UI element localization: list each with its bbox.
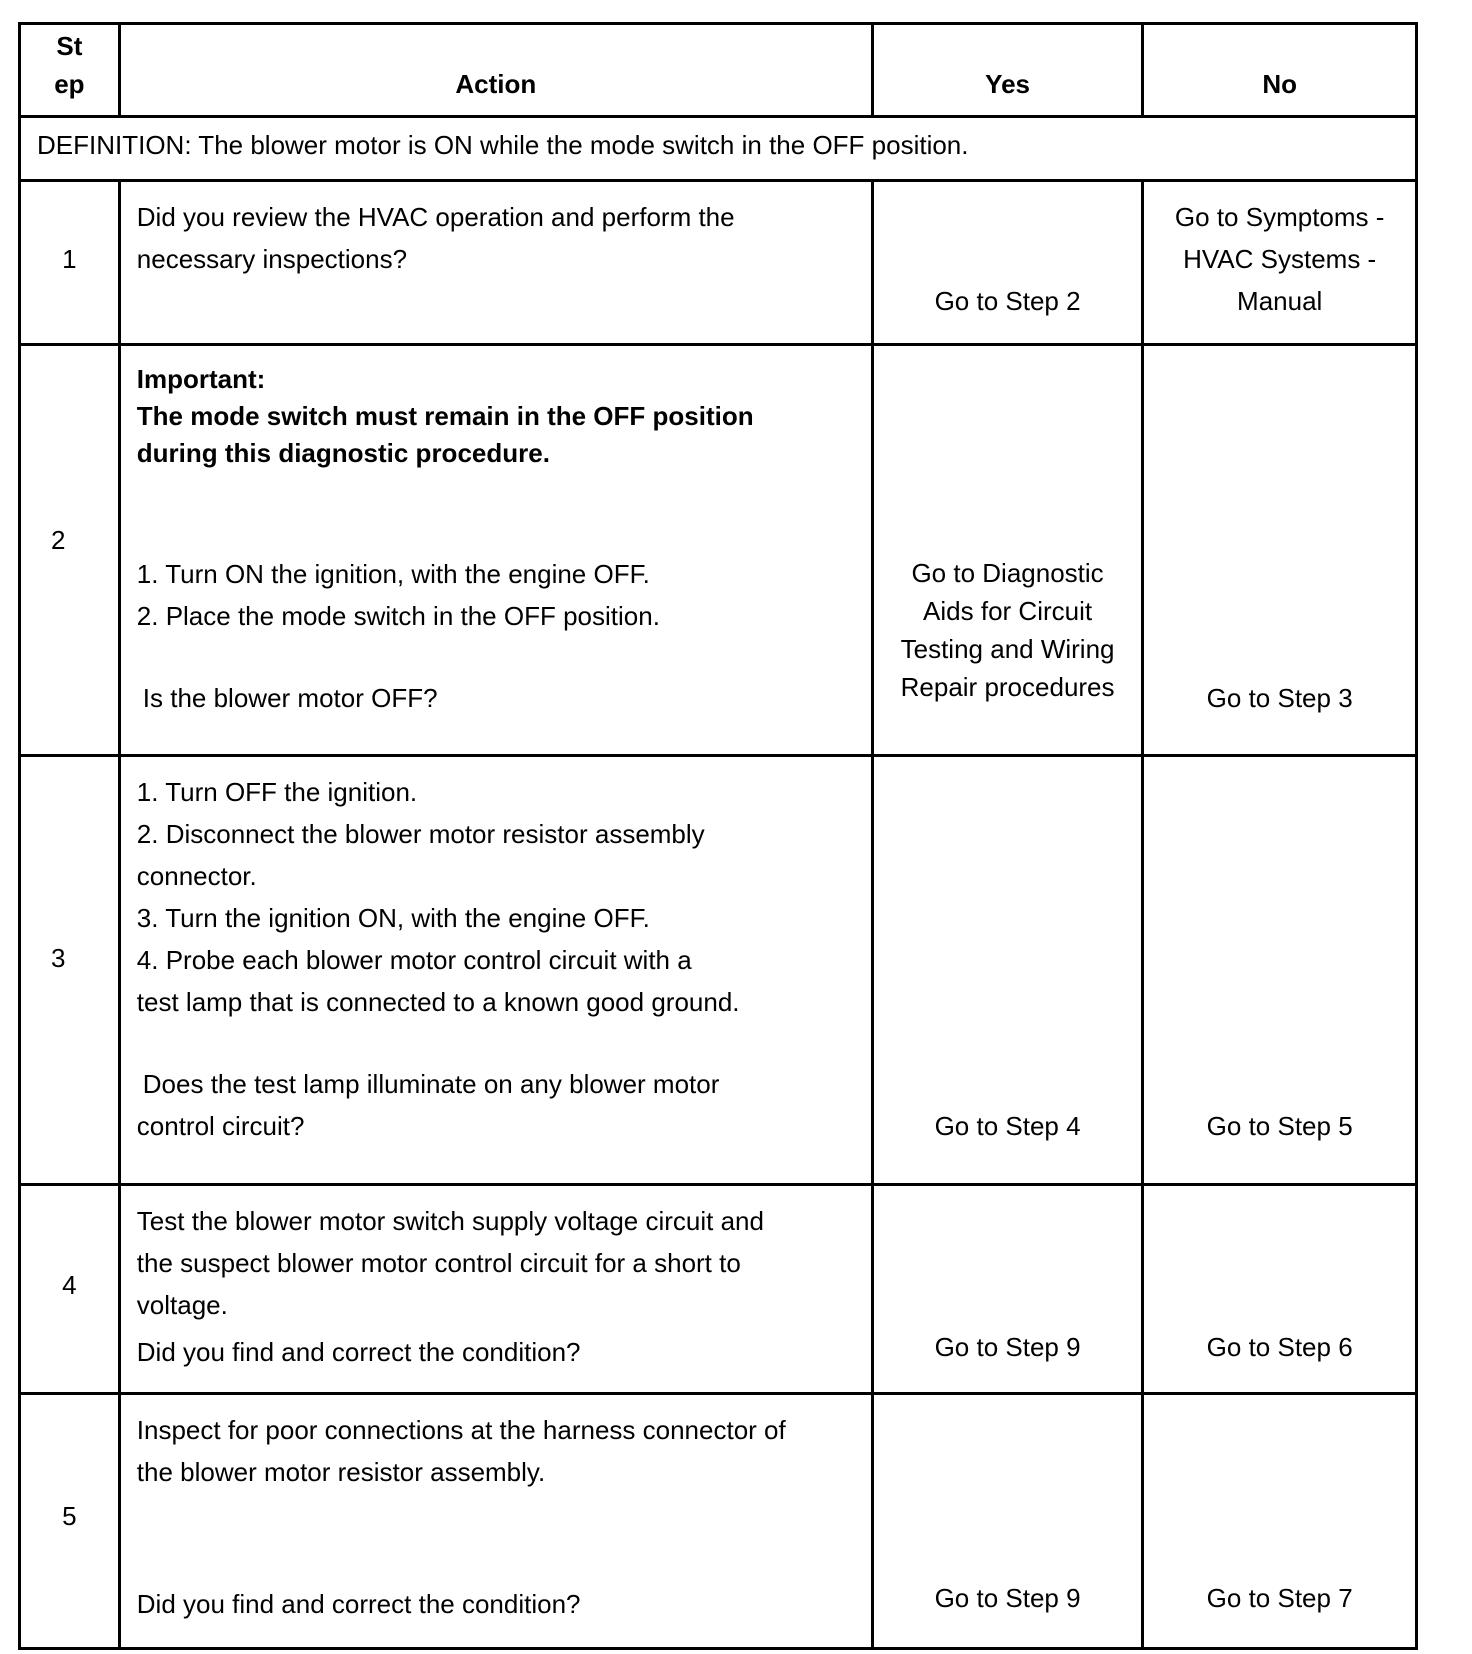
header-step xyxy=(20,24,120,117)
important-label: Important: xyxy=(136,364,266,395)
table-row xyxy=(20,345,1417,755)
action-cell: Test the blower motor switch supply voltage circuit and the suspect blower motor control circuit for a short to voltage. Did you find and correct the condition? xyxy=(119,1185,872,1394)
yes-link: Go to Step 2 xyxy=(934,285,1081,316)
header-yes: Yes xyxy=(872,24,1143,117)
no-cell: Go to Step 6 xyxy=(1143,1185,1417,1394)
no-cell: Go to Symptoms - HVAC Systems - Manual xyxy=(1143,180,1417,344)
yes-cell: Go to Step 4 xyxy=(872,755,1143,1185)
action-cell: Did you review the HVAC operation and perform the necessary inspections? xyxy=(119,180,872,344)
header-step-line2: ep xyxy=(54,69,85,99)
table-row xyxy=(20,180,1417,344)
table-row xyxy=(20,755,1417,1185)
yes-cell: Go to Step 9 xyxy=(872,1185,1143,1394)
step-cell: 5 xyxy=(20,1394,120,1649)
header-action: Action xyxy=(119,24,872,117)
header-no: No xyxy=(1143,24,1417,117)
step-cell: 1 xyxy=(20,180,120,344)
no-cell: Go to Step 3 xyxy=(1143,345,1417,755)
no-cell: Go to Step 7 xyxy=(1143,1394,1417,1649)
step-cell: 3 xyxy=(20,755,120,1185)
definition-text: DEFINITION: The blower motor is ON while the mode switch in the OFF position. xyxy=(37,130,969,161)
table-row xyxy=(20,1185,1417,1394)
no-cell: Go to Step 5 xyxy=(1143,755,1417,1185)
header-step-line1: St xyxy=(56,31,83,61)
action-cell: Inspect for poor connections at the harness connector of the blower motor resistor assembly. Did you find and correct the condition? xyxy=(119,1394,872,1649)
action-cell: 1. Turn OFF the ignition. 2. Disconnect the blower motor resistor assembly connector. 3. Turn the ignition ON, with the engine OFF. 4. Probe each blower motor control circuit with a test lamp that is connected to a known good ground. Does the test lamp illuminate on any blower motor control circuit? xyxy=(119,755,872,1185)
definition-cell xyxy=(20,117,1417,181)
step-cell: 2 xyxy=(20,345,120,755)
yes-cell xyxy=(872,180,1143,344)
table-row xyxy=(20,1394,1417,1649)
step-cell: 4 xyxy=(20,1185,120,1394)
diagnostic-table xyxy=(18,22,1418,1650)
action-cell: Important: The mode switch must remain in the OFF position during this diagnostic procedure. 1. Turn ON the ignition, with the engine OFF. 2. Place the mode switch in the OFF position. Is the blower motor OFF? xyxy=(119,345,872,755)
definition-row xyxy=(20,117,1417,181)
yes-cell: Go to Diagnostic Aids for Circuit Testing and Wiring Repair procedures xyxy=(872,345,1143,755)
header-row xyxy=(20,24,1417,117)
yes-cell: Go to Step 9 xyxy=(872,1394,1143,1649)
